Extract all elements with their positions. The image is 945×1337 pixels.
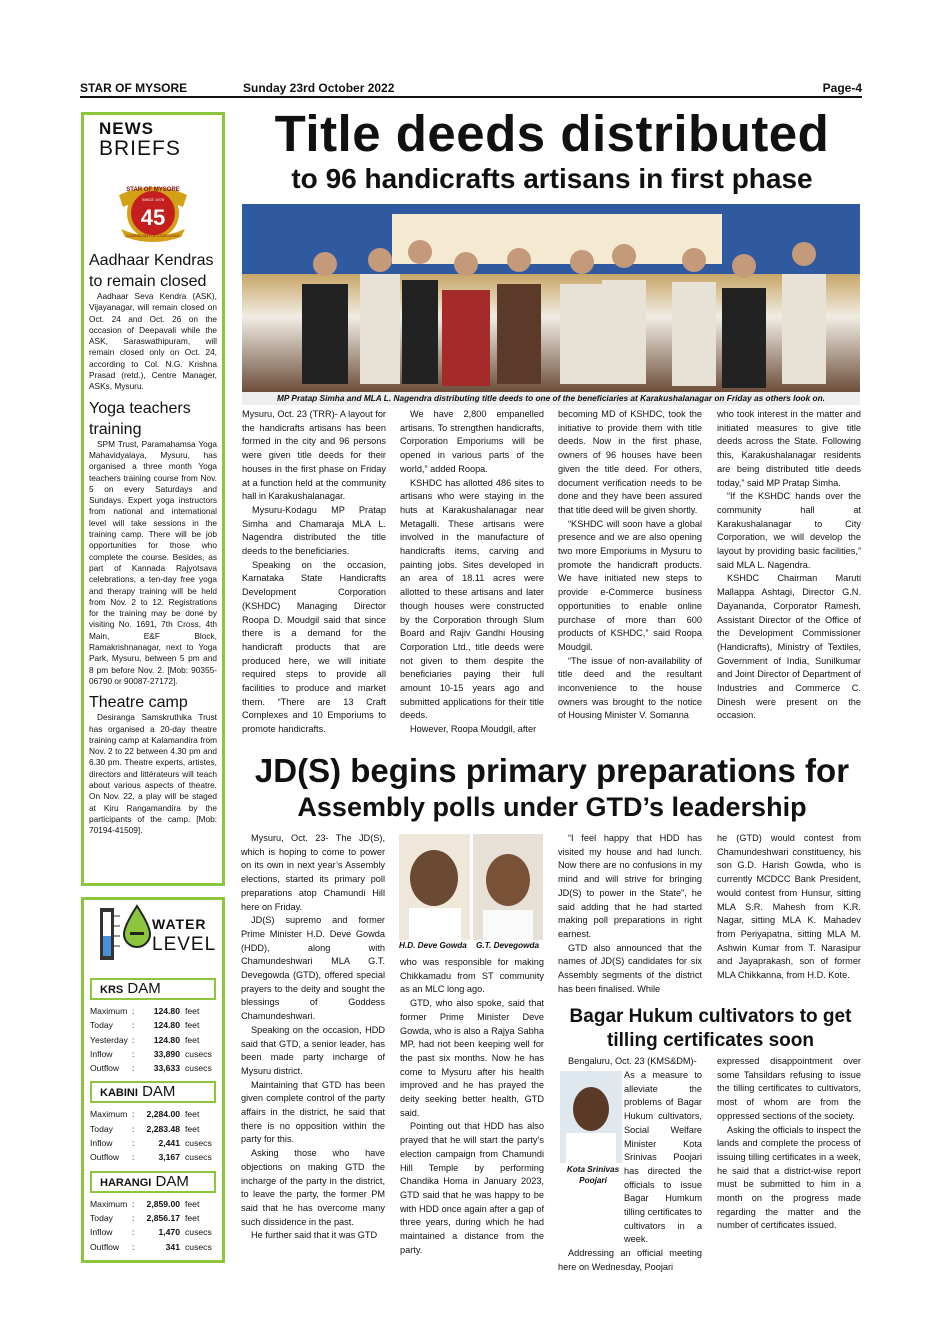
kabini-table [90, 1107, 216, 1164]
story1-column-1: Mysuru, Oct. 23 (TRR)- A layout for the handicrafts artisans has been formed in the city and 96 persons were given title deeds for their houses in the first phase on Friday at a function held at the community hall in Karakushalanagar. Mysuru-Kodagu MP Pratap Simha and Chamaraja MLA L. Nagendra distributed the title deeds to the beneficiaries. Speaking on the occasion, Karnataka State Handicrafts Development Corporation (KSHDC) Managing Director Roopa D. Moudgil said that since there is a demand for the handicraft products that are produced here, we will initiate required steps to provide all facilities to produce and market them. “There are 13 Craft Complexes and 10 Emporiums to promote handicrafts. [242, 409, 386, 735]
mug-caption-2: G.T. Devegowda [476, 941, 540, 950]
anniversary-logo-icon [113, 167, 193, 247]
mug-caption-1: H.D. Deve Gowda [399, 941, 467, 950]
krs-dam-heading: KRS DAM [90, 978, 216, 1000]
story2-column-4: he (GTD) would contest from Chamundeshwari constituency, his son G.D. Harish Gowda, who is currently MCDCC Bank President, would contest from Hunsur, sitting MLA S.R. Mahesh from K.R. Nagar, sitting MLA K. Mahadev from Periyapatna, sitting MLA M. Ashwin Kumar from T. Narasipur and Jayaprakash, son of former MLA Chikkanna, from H.D. Kote. [717, 833, 861, 981]
story1-headline: Title deeds distributed [274, 105, 830, 162]
story3-column-1: As a measure to alleviate the problems of Bagar Hukum cultivators, Social Welfare Minister Kota Srinivas Poojari has directed the officials to issue Bagar Humkum tilling certificates to cultivators in a week. Addressing an official meeting here on Wednesday, Poojari [558, 1070, 702, 1272]
story2-column-2: who was responsible for making Chikkamadu from ST community as an MLC long ago. GTD, who also spoke, said that former Prime Minister Deve Gowda, who is also a Rajya Sabha MP, had not been keeping well for the past six months. Now he has come to Mysuru after his health improved and he has prayed the deity seeking better health, GTD said. Pointing out that HDD has also prayed that he will start the party’s election campaign from Chamundi Hill Temple by performing Chandika Homa in January 2023, GTD said that he was happy to be with HDD once again after a gap of three years, during which he had maintained a distance from the party. [400, 957, 544, 1255]
level-title: LEVEL [152, 934, 217, 955]
brief-yoga [89, 399, 217, 688]
story2-subhead: Assembly polls under GTD’s leadership [297, 792, 807, 822]
table-row: Today : 2,283.48 feet [90, 1123, 200, 1134]
water-title: WATER [152, 916, 207, 932]
story1-column-2: We have 2,800 empanelled artisans. To strengthen handicrafts, Corporation Emporiums will be opened in various parts of the world,” added Roopa. KSHDC has allotted 486 sites to artisans who were staying in the huts at Karakushalanagar near Metagalli. These artisans were involved in the manufacture of handicrafts items, carving and painting jobs. Sites developed in an area of 18.11 acres were allotted to these artisans and later though houses were constructed by the Corporation through Slum Board and Rajiv Gandhi Housing Corporation Ltd., title deeds were not given to them despite the beneficiaries paying their full amount 10-15 years ago and submitted applications for their title deeds. However, Roopa Moudgil, after [400, 409, 544, 735]
svg-text:45: 45 [140, 205, 166, 230]
table-row: Inflow : 2,441 cusecs [90, 1138, 212, 1149]
table-row: Maximum : 2,859.00 feet [90, 1198, 200, 1209]
table-row: Maximum : 124.80 feet [90, 1006, 200, 1016]
brief-heading: Yoga teachers [89, 399, 191, 417]
brief-heading: training [89, 420, 142, 438]
water-level-box [81, 897, 225, 1263]
masthead [80, 80, 862, 98]
svg-text:JOURNALISM FOR EXCELLENCE: JOURNALISM FOR EXCELLENCE [126, 234, 180, 238]
table-row: Inflow : 33,890 cusecs [90, 1048, 212, 1059]
title-deeds-photo [242, 204, 860, 392]
issue-date: Sunday 23rd October 2022 [243, 81, 395, 95]
water-drop-icon [122, 904, 152, 948]
table-row: Outflow : 33,633 cusecs [90, 1063, 212, 1074]
story2-headline: JD(S) begins primary preparations for [254, 752, 850, 789]
brief-text: Desiranga Samskruthika Trust has organised a 20-day theatre training camp at Kalamandira from Nov. 2 to 22 between 4.30 pm and 6.30 pm. Theatre experts, artistes, directors and littérateurs will teach about various aspects of theatre. On Nov. 22, a play will be staged at Kiru Rangamandira by the participants of the camp. [Mob: 70194-41509]. [89, 712, 217, 836]
brief-text: Aadhaar Seva Kendra (ASK), Vijayanagar, will remain closed on Oct. 24 and Oct. 26 on the occasion of Deepavali while the ASK, Saraswathipuram, will remain closed only on Oct. 24, according to Col. N.G. Krishna Prasad (retd.), Centre Manager, ASKs, Mysuru. [89, 291, 217, 392]
kabini-dam-heading: KABINI DAM [90, 1081, 216, 1103]
table-row: Today : 2,856.17 feet [90, 1212, 200, 1223]
brief-heading: to remain closed [89, 273, 207, 290]
brief-heading: Aadhaar Kendras [89, 252, 214, 269]
photo-caption: MP Pratap Simha and MLA L. Nagendra distributing title deeds to one of the beneficiaries at Karakushalanagar on Friday as others look on. [242, 392, 860, 405]
table-row: Today : 124.80 feet [90, 1020, 200, 1031]
story1-column-4: who took interest in the matter and initiated measures to give title deeds across the State. Following this, Karakushalanagar residents are being distributed title deeds today,” said MP Pratap Simha. “If the KSHDC hands over the community hall at Karakushalanagar to City Corporation, we will develop the layout by providing basic facilities,” said MLA L. Nagendra. KSHDC Chairman Maruti Mallappa Ashtagi, Director G.N. Dayananda, Corporator Ramesh, Assistant Director of the Office of the Development Commissioner (Handicrafts), Ministry of Textiles, Government of India, Sunilkumar and Joint Director of Department of Industries and Commerce C. Dinesh were present on the occasion. [717, 409, 861, 721]
paper-name: STAR OF MYSORE [80, 81, 188, 95]
krs-table [90, 1004, 216, 1075]
story2-column-3: “I feel happy that HDD has visited my house and had lunch. Now there are no confusions in my mind and will strive for bringing JD(S) to power in the State”, he said adding that he had started making poll preparations in right earnest. GTD also announced that the names of JD(S) candidates for six Assembly segments of the district has been finalised. While [558, 833, 702, 994]
brief-text: SPM Trust, Paramahamsa Yoga Mahavidyalaya, Mysuru, has organised a three month Yoga teachers training course from Nov. 5 on every Saturdays and Sundays. Expert yoga instructors from national and international level will take sessions in the training camp. There will be job opportunities for those who complete the course. Besides, as part of Kannada Rajyotsava celebrations, a ten-day free yoga and therapy training will be held from Nov. 2 to 12. Registrations for the training may be done by visiting No. 1691, 7th Cross, 4th Main, E&F Block, Ramakrishnanagar, next to Yoga Park, Mysuru, between 5 pm and 8 pm before Nov. 2. [Mob: 90355-06790 or 90087-27172]. [89, 438, 217, 686]
svg-text:STAR OF MYSORE: STAR OF MYSORE [126, 187, 180, 193]
table-row: Inflow : 1,470 cusecs [90, 1227, 212, 1238]
story3-headline: Bagar Hukum cultivators to get tilling certificates soon [569, 1006, 852, 1051]
harangi-dam-heading: HARANGI DAM [90, 1171, 216, 1193]
briefs-label: BRIEFS [99, 137, 181, 160]
gt-devegowda-photo [473, 834, 543, 940]
svg-text:SINCE 1978: SINCE 1978 [141, 197, 165, 202]
story3-column-2: expressed disappointment over some Tahsildars refusing to issue the tilling certificates to cultivators, most of whom are from the oppressed sections of the society. Asking the officials to inspect the lands and complete the process of issuing tilling certificates in a week, he said that a district-wise report must be submitted to him in a month on the progress made regarding the matter and the number of certificates issued. [717, 1056, 861, 1231]
story1-subhead: to 96 handicrafts artisans in first phase [291, 163, 813, 194]
table-row: Maximum : 2,284.00 feet [90, 1109, 200, 1120]
story1-column-3: becoming MD of KSHDC, took the initiative to provide them with title deeds. Now in the first phase, owners of 96 houses have been given the title deed. For others, document verification needs to be done and they have been assured that title deed will be given shortly. “KSHDC will soon have a global presence and we are also opening two more Emporiums in Mysuru to promote the handicraft products. We have initiated new steps to provide e-Commerce business opportunities to enable online purchase of more than 600 products of KSHDC,” said Roopa Moudgil. “The issue of non-availability of title deed and the resultant inconvenience to the house owners was brought to the notice of Housing Minister V. Somanna [558, 409, 702, 721]
mug-caption-3: Kota Srinivas Poojari [566, 1165, 620, 1185]
deve-gowda-photo [399, 834, 470, 940]
table-row: Outflow : 341 cusecs [90, 1241, 212, 1252]
water-level-header [90, 904, 216, 966]
story2-column-1: Mysuru, Oct. 23- The JD(S), which is hoping to come to power on its own in next year’s Assembly elections, started its primary poll preparations atop Chamundi Hill here on Friday. JD(S) supremo and former Prime Minister H.D. Deve Gowda (HDD), along with Chamundeshwari MLA G.T. Devegowda (GTD), offered special prayers to the deity and sought the blessings of Goddess Chamundeshwari. Speaking on the occasion, HDD said that GTD, a senior leader, has been made party incharge of Mysuru district. Maintaining that GTD has been given complete control of the party affairs in the district, he said that there is no opposition within the party for this. Asking those who have objections on making GTD the incharge of the party in the district, to leave the party, the former PM said that he has overcome many such dissidence in the past. He further said that it was GTD [241, 833, 385, 1241]
story3-dateline: Bengaluru, Oct. 23 (KMS&DM)- [568, 1056, 697, 1066]
brief-theatre [89, 693, 217, 836]
table-row: Yesterday : 124.80 feet [90, 1034, 200, 1045]
brief-heading: Theatre camp [89, 694, 188, 712]
news-briefs-box [81, 112, 225, 886]
page-number: Page-4 [822, 81, 862, 95]
table-row: Outflow : 3,167 cusecs [90, 1152, 212, 1163]
harangi-table [90, 1197, 216, 1254]
news-label: NEWS [99, 119, 154, 138]
brief-aadhaar [89, 251, 217, 393]
